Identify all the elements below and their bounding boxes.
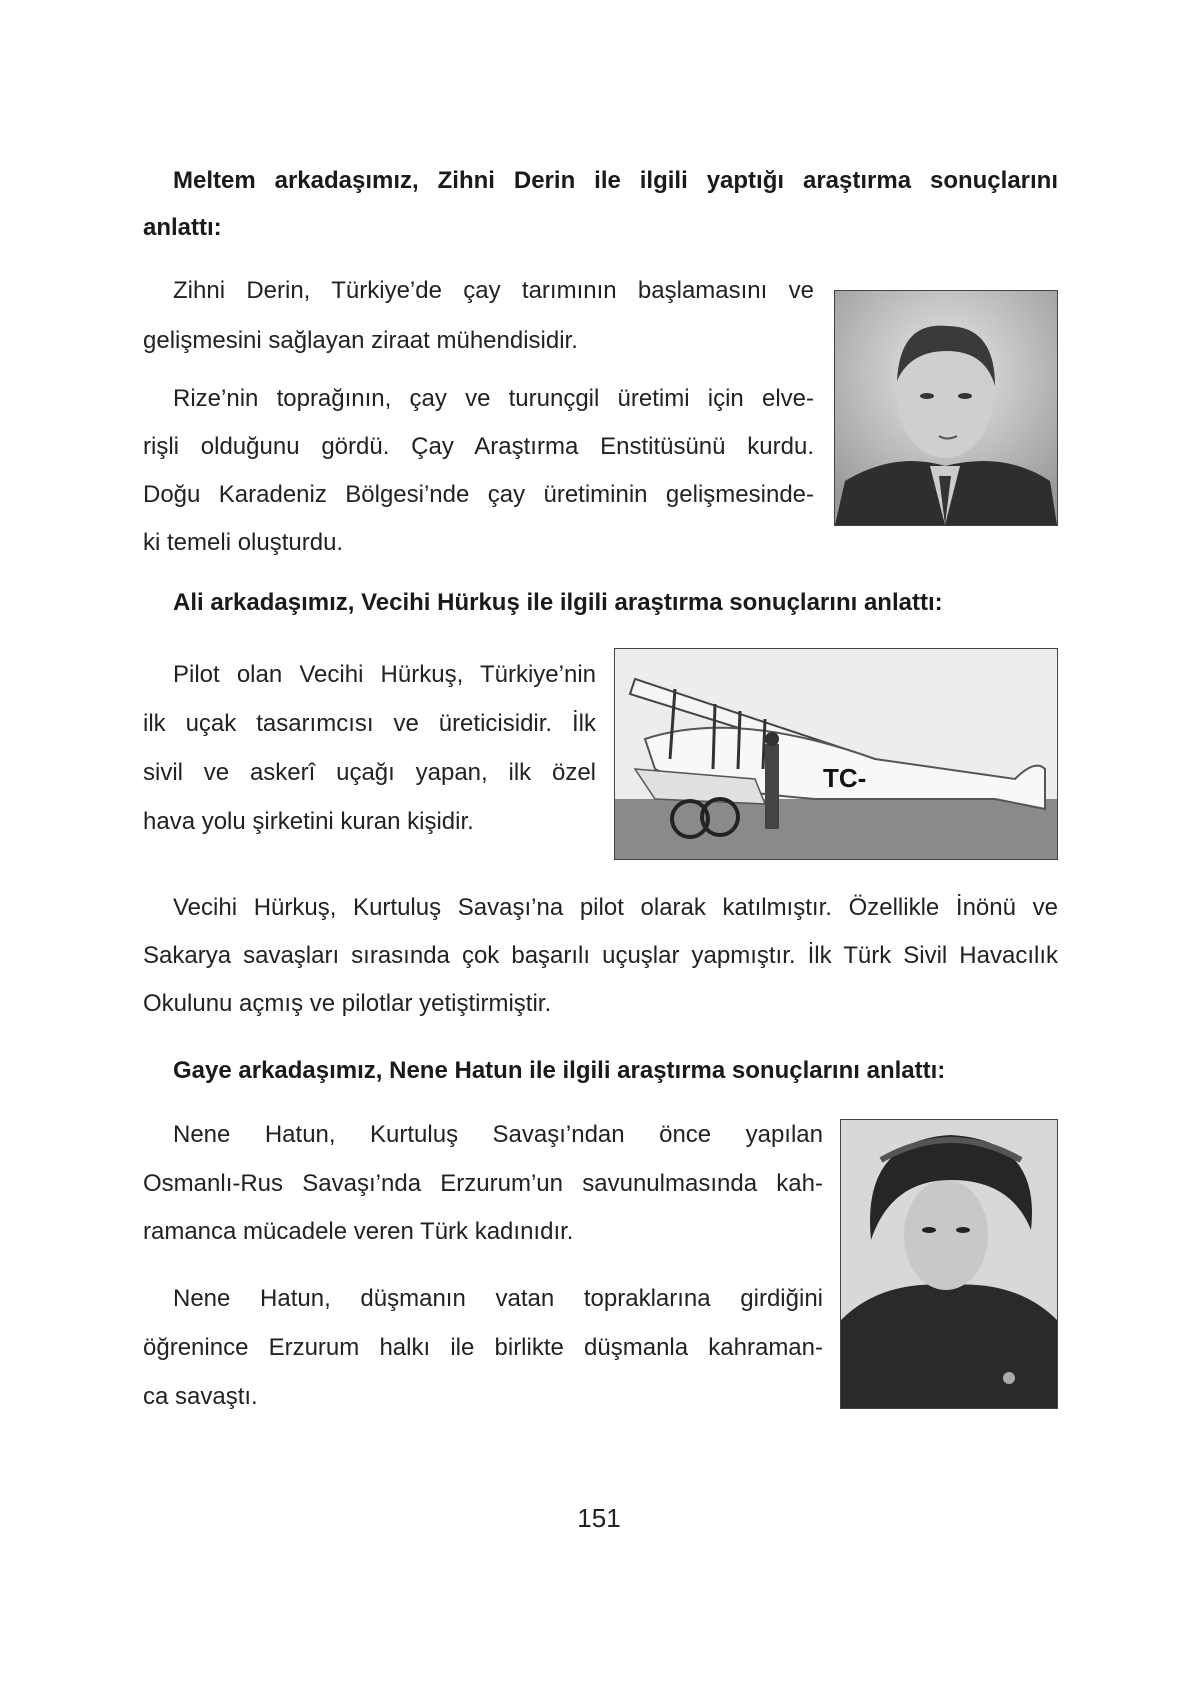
text-line: ki temeli oluşturdu. xyxy=(143,529,344,556)
paragraph xyxy=(143,884,1058,1028)
airplane-photo-vecihi-hurkus xyxy=(614,648,1058,860)
paragraph xyxy=(143,1274,823,1421)
portrait-photo-zihni-derin xyxy=(834,290,1058,526)
text-line: Vecihi Hürkuş, Kurtuluş Savaşı’na pilot olarak katılmıştır. Özellikle İnönü ve xyxy=(173,894,1058,921)
heading-line: Gaye arkadaşımız, Nene Hatun ile ilgili araştırma sonuçlarını anlattı: xyxy=(173,1057,946,1084)
text-line: gelişmesini sağlayan ziraat mühendisidir. xyxy=(143,327,578,354)
text-line: Okulunu açmış ve pilotlar yetiştirmiştir. xyxy=(143,990,552,1017)
text-line: Zihni Derin, Türkiye’de çay tarımının başlamasını ve xyxy=(173,277,814,304)
text-line: Doğu Karadeniz Bölgesi’nde çay üretiminin gelişmesinde- xyxy=(143,481,814,508)
plane-marking: TC- xyxy=(823,763,867,793)
paragraph xyxy=(143,650,596,846)
heading-vecihi-hurkus xyxy=(143,579,1058,626)
heading-line: Meltem arkadaşımız, Zihni Derin ile ilgili yaptığı araştırma sonuçlarını xyxy=(173,167,1058,194)
portrait-photo-nene-hatun xyxy=(840,1119,1058,1409)
paragraph xyxy=(143,375,814,567)
text-line: öğrenince Erzurum halkı ile birlikte düşmanla kahraman- xyxy=(143,1334,823,1361)
heading-nene-hatun xyxy=(143,1047,1058,1094)
text-line: sivil ve askerî uçağı yapan, ilk özel xyxy=(143,759,596,786)
text-line: rişli olduğunu gördü. Çay Araştırma Enstitüsünü kurdu. xyxy=(143,433,814,460)
text-line: hava yolu şirketini kuran kişidir. xyxy=(143,808,474,835)
text-line: Nene Hatun, düşmanın vatan topraklarına girdiğini xyxy=(173,1285,823,1312)
heading-line: anlattı: xyxy=(143,214,222,241)
heading-line: Ali arkadaşımız, Vecihi Hürkuş ile ilgili araştırma sonuçlarını anlattı: xyxy=(173,589,943,616)
heading-zihni-derin xyxy=(143,157,1058,251)
text-line: Sakarya savaşları sırasında çok başarılı uçuşlar yapmıştır. İlk Türk Sivil Havacılık xyxy=(143,942,1058,969)
text-line: ramanca mücadele veren Türk kadınıdır. xyxy=(143,1218,574,1245)
paragraph xyxy=(143,1111,823,1257)
text-line: Rize’nin toprağının, çay ve turunçgil üretimi için elve- xyxy=(173,385,814,412)
text-line: ilk uçak tasarımcısı ve üreticisidir. İlk xyxy=(143,710,596,737)
text-line: Nene Hatun, Kurtuluş Savaşı’ndan önce yapılan xyxy=(173,1121,823,1148)
text-line: Osmanlı-Rus Savaşı’nda Erzurum’un savunulmasında kah- xyxy=(143,1169,823,1197)
paragraph xyxy=(143,266,814,366)
text-line: ca savaştı. xyxy=(143,1383,258,1410)
page-number: 151 xyxy=(577,1503,621,1533)
text-line: Pilot olan Vecihi Hürkuş, Türkiye’nin xyxy=(173,661,596,688)
